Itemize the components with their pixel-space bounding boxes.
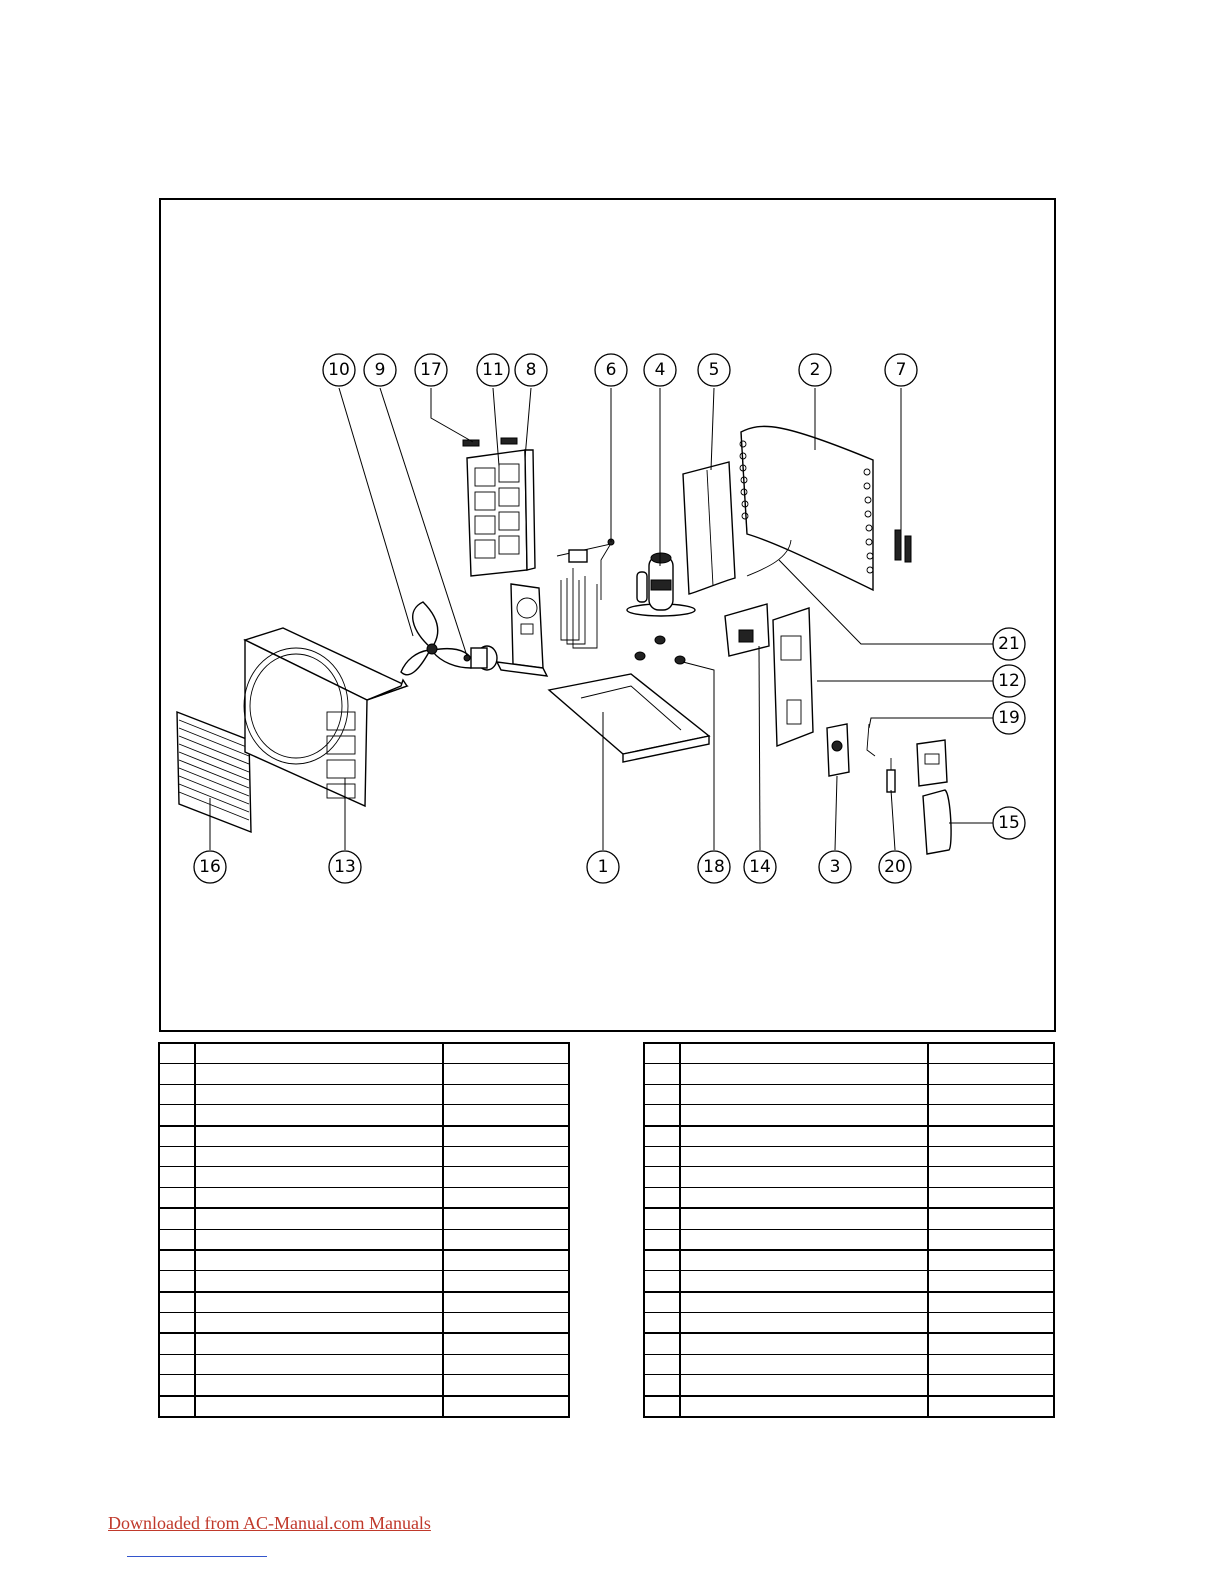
table-cell	[443, 1271, 569, 1292]
table-cell	[680, 1229, 928, 1250]
table-cell	[680, 1146, 928, 1166]
table-cell	[443, 1354, 569, 1374]
table-cell	[644, 1333, 680, 1354]
callout-14	[744, 851, 776, 883]
table-cell	[928, 1354, 1054, 1374]
svg-text:8: 8	[525, 360, 537, 380]
table-cell	[159, 1187, 195, 1208]
svg-text:15: 15	[998, 813, 1020, 833]
table-cell	[159, 1313, 195, 1334]
table-cell	[644, 1208, 680, 1229]
part-20-valve	[887, 758, 895, 792]
svg-text:19: 19	[998, 708, 1020, 728]
table-row	[644, 1064, 1054, 1084]
table-cell	[195, 1250, 443, 1271]
table-cell	[159, 1146, 195, 1166]
table-row	[159, 1313, 569, 1334]
table-cell	[443, 1250, 569, 1271]
table-cell	[644, 1396, 680, 1417]
table-cell	[195, 1084, 443, 1104]
part-5-partition	[683, 462, 735, 594]
part-18-rubber-feet	[635, 636, 685, 664]
table-cell	[644, 1354, 680, 1374]
svg-text:1: 1	[597, 857, 609, 877]
table-cell	[928, 1229, 1054, 1250]
table-cell	[928, 1146, 1054, 1166]
table-cell	[680, 1043, 928, 1064]
table-cell	[928, 1313, 1054, 1334]
svg-text:11: 11	[482, 360, 504, 380]
callout-16	[194, 851, 226, 883]
svg-text:13: 13	[334, 857, 356, 877]
table-cell	[644, 1167, 680, 1187]
table-cell	[195, 1043, 443, 1064]
table-row	[644, 1126, 1054, 1147]
table-cell	[644, 1313, 680, 1334]
table-cell	[928, 1396, 1054, 1417]
table-row	[644, 1146, 1054, 1166]
part-7-valves	[895, 530, 911, 562]
footer-download-link[interactable]: Downloaded from AC-Manual.com Manuals	[108, 1513, 431, 1533]
table-row	[159, 1105, 569, 1126]
table-row	[644, 1084, 1054, 1104]
table-cell	[159, 1292, 195, 1313]
table-row	[159, 1043, 569, 1064]
table-row	[644, 1333, 1054, 1354]
part-13-front-panel	[244, 628, 407, 806]
table-cell	[159, 1084, 195, 1104]
svg-text:18: 18	[703, 857, 725, 877]
table-cell	[443, 1396, 569, 1417]
table-cell	[443, 1105, 569, 1126]
table-cell	[443, 1229, 569, 1250]
svg-text:17: 17	[420, 360, 442, 380]
table-row	[159, 1126, 569, 1147]
svg-text:20: 20	[884, 857, 906, 877]
svg-text:10: 10	[328, 360, 350, 380]
callout-5	[698, 354, 730, 386]
table-row	[644, 1208, 1054, 1229]
table-cell	[680, 1313, 928, 1334]
table-cell	[644, 1146, 680, 1166]
table-cell	[159, 1229, 195, 1250]
table-row	[644, 1167, 1054, 1187]
table-cell	[443, 1126, 569, 1147]
table-row	[159, 1354, 569, 1374]
table-row	[644, 1271, 1054, 1292]
table-cell	[443, 1208, 569, 1229]
part-6-piping	[557, 539, 614, 648]
table-cell	[644, 1187, 680, 1208]
table-cell	[443, 1084, 569, 1104]
table-row	[159, 1167, 569, 1187]
table-cell	[443, 1064, 569, 1084]
table-cell	[928, 1105, 1054, 1126]
table-cell	[195, 1167, 443, 1187]
table-cell	[195, 1229, 443, 1250]
table-cell	[195, 1333, 443, 1354]
table-row	[159, 1084, 569, 1104]
callout-2	[799, 354, 831, 386]
table-cell	[443, 1313, 569, 1334]
table-row	[159, 1292, 569, 1313]
svg-text:16: 16	[199, 857, 221, 877]
table-cell	[680, 1354, 928, 1374]
table-cell	[680, 1292, 928, 1313]
table-cell	[159, 1375, 195, 1396]
table-cell	[195, 1208, 443, 1229]
table-cell	[443, 1375, 569, 1396]
table-cell	[195, 1146, 443, 1166]
table-row	[644, 1187, 1054, 1208]
callout-18	[698, 851, 730, 883]
table-row	[159, 1229, 569, 1250]
table-cell	[928, 1084, 1054, 1104]
table-row	[644, 1375, 1054, 1396]
table-cell	[195, 1271, 443, 1292]
table-cell	[159, 1126, 195, 1147]
table-cell	[159, 1208, 195, 1229]
table-cell	[644, 1084, 680, 1104]
table-cell	[159, 1354, 195, 1374]
table-cell	[443, 1292, 569, 1313]
table-row	[644, 1354, 1054, 1374]
table-cell	[159, 1167, 195, 1187]
callout-19	[993, 702, 1025, 734]
table-cell	[680, 1375, 928, 1396]
svg-text:12: 12	[998, 671, 1020, 691]
table-cell	[928, 1250, 1054, 1271]
callout-12	[993, 665, 1025, 697]
table-cell	[644, 1064, 680, 1084]
table-cell	[443, 1043, 569, 1064]
callout-11	[477, 354, 509, 386]
part-12-right-panel	[773, 608, 813, 746]
table-cell	[644, 1375, 680, 1396]
svg-text:6: 6	[605, 360, 617, 380]
table-row	[159, 1271, 569, 1292]
table-row	[159, 1208, 569, 1229]
callout-20	[879, 851, 911, 883]
table-cell	[159, 1105, 195, 1126]
svg-text:2: 2	[809, 360, 821, 380]
table-cell	[644, 1043, 680, 1064]
table-cell	[928, 1292, 1054, 1313]
table-cell	[928, 1043, 1054, 1064]
table-cell	[680, 1187, 928, 1208]
outdoor-unit-parts	[177, 426, 951, 854]
table-row	[159, 1187, 569, 1208]
table-cell	[159, 1064, 195, 1084]
part-11-filter	[467, 450, 535, 576]
callout-9	[364, 354, 396, 386]
table-cell	[928, 1333, 1054, 1354]
callout-3	[819, 851, 851, 883]
parts-table-left	[158, 1042, 570, 1418]
table-row	[159, 1396, 569, 1417]
part-19-sensor	[867, 724, 875, 756]
table-cell	[928, 1271, 1054, 1292]
svg-text:14: 14	[749, 857, 771, 877]
table-cell	[644, 1105, 680, 1126]
table-cell	[195, 1396, 443, 1417]
table-cell	[928, 1167, 1054, 1187]
table-cell	[928, 1126, 1054, 1147]
callout-15	[993, 807, 1025, 839]
footer-divider	[127, 1556, 267, 1557]
table-cell	[644, 1229, 680, 1250]
table-cell	[443, 1333, 569, 1354]
exploded-view-drawing	[161, 200, 1058, 1034]
table-cell	[443, 1187, 569, 1208]
table-cell	[928, 1375, 1054, 1396]
table-row	[644, 1250, 1054, 1271]
table-cell	[443, 1167, 569, 1187]
svg-text:5: 5	[708, 360, 720, 380]
table-cell	[195, 1313, 443, 1334]
table-row	[159, 1250, 569, 1271]
table-cell	[680, 1250, 928, 1271]
table-cell	[680, 1208, 928, 1229]
svg-text:3: 3	[829, 857, 841, 877]
table-cell	[928, 1064, 1054, 1084]
table-cell	[159, 1396, 195, 1417]
table-cell	[928, 1187, 1054, 1208]
callout-10	[323, 354, 355, 386]
table-cell	[928, 1208, 1054, 1229]
table-cell	[159, 1271, 195, 1292]
part-16-grille	[177, 712, 251, 832]
callout-21	[993, 628, 1025, 660]
table-cell	[644, 1126, 680, 1147]
table-cell	[195, 1105, 443, 1126]
table-cell	[195, 1126, 443, 1147]
table-cell	[443, 1146, 569, 1166]
table-row	[644, 1043, 1054, 1064]
part-4-compressor	[627, 553, 695, 616]
part-15-cover	[917, 740, 951, 854]
table-cell	[680, 1271, 928, 1292]
table-cell	[680, 1126, 928, 1147]
table-cell	[680, 1396, 928, 1417]
table-cell	[159, 1333, 195, 1354]
table-cell	[195, 1354, 443, 1374]
table-cell	[195, 1292, 443, 1313]
callout-4	[644, 354, 676, 386]
table-cell	[680, 1167, 928, 1187]
table-cell	[644, 1292, 680, 1313]
table-cell	[195, 1187, 443, 1208]
part-2-condenser	[740, 426, 873, 590]
table-cell	[195, 1064, 443, 1084]
table-cell	[680, 1105, 928, 1126]
table-row	[644, 1292, 1054, 1313]
part-1-base-pan	[549, 674, 709, 762]
table-cell	[680, 1064, 928, 1084]
svg-text:21: 21	[998, 634, 1020, 654]
part-14-electric-box	[725, 604, 769, 656]
table-row	[644, 1105, 1054, 1126]
table-row	[159, 1146, 569, 1166]
callout-1	[587, 851, 619, 883]
callout-6	[595, 354, 627, 386]
table-cell	[644, 1250, 680, 1271]
callout-8	[515, 354, 547, 386]
part-8-motor-bracket	[497, 584, 547, 676]
table-cell	[159, 1043, 195, 1064]
svg-text:7: 7	[895, 360, 907, 380]
table-row	[644, 1229, 1054, 1250]
svg-text:9: 9	[374, 360, 386, 380]
callout-7	[885, 354, 917, 386]
table-cell	[680, 1084, 928, 1104]
exploded-view-frame	[159, 198, 1056, 1032]
table-row	[159, 1375, 569, 1396]
table-cell	[680, 1333, 928, 1354]
callout-17	[415, 354, 447, 386]
parts-table-right	[643, 1042, 1055, 1418]
table-row	[159, 1064, 569, 1084]
svg-text:4: 4	[654, 360, 666, 380]
part-3-terminal	[827, 724, 849, 776]
callout-13	[329, 851, 361, 883]
table-cell	[644, 1271, 680, 1292]
table-row	[644, 1313, 1054, 1334]
table-row	[644, 1396, 1054, 1417]
table-cell	[195, 1375, 443, 1396]
table-row	[159, 1333, 569, 1354]
table-cell	[159, 1250, 195, 1271]
part-17-clips	[463, 438, 517, 446]
